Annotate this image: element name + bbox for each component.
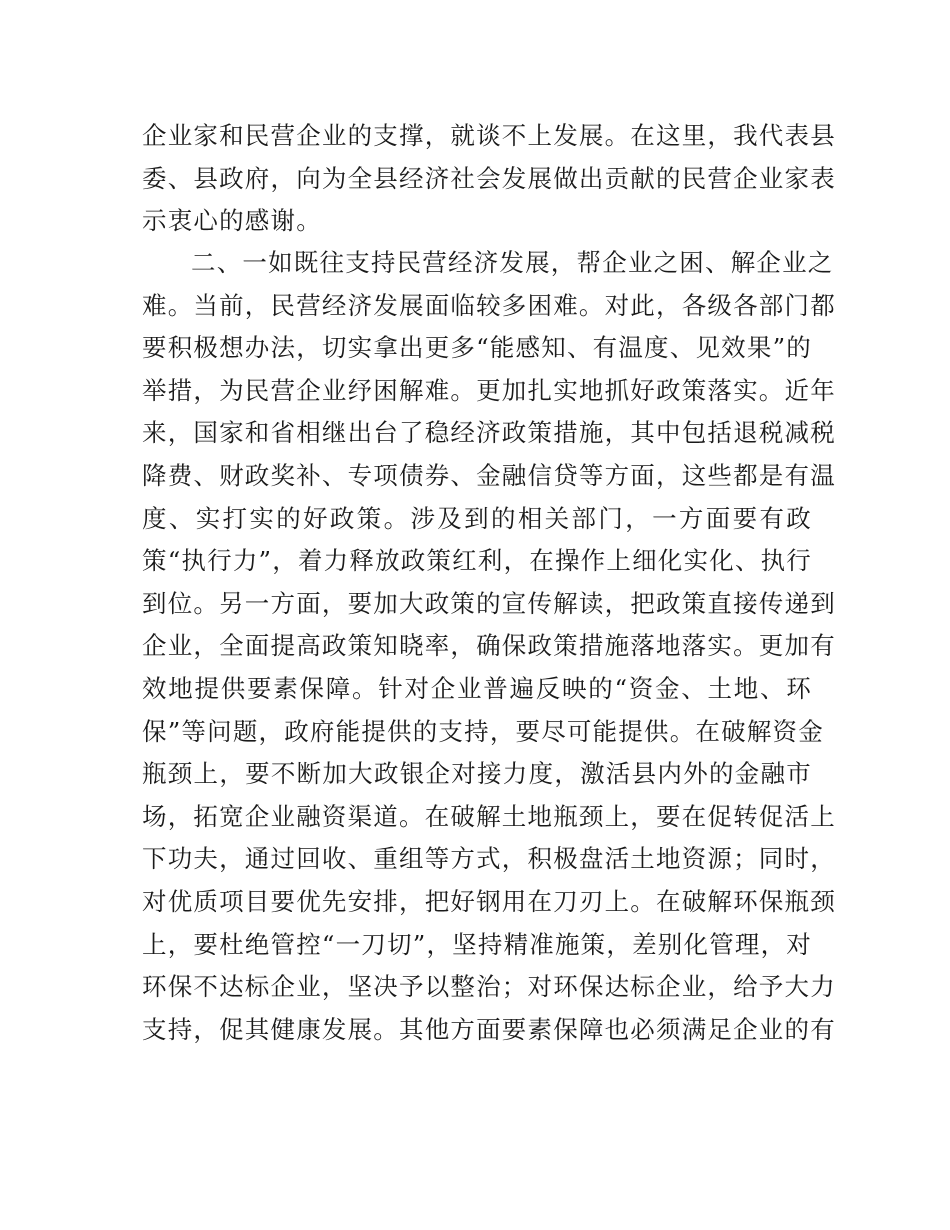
paragraph-line: 举措，为民营企业纾困解难。更加扎实地抓好政策落实。近年 — [142, 375, 836, 405]
paragraph-line: 环保不达标企业，坚决予以整治；对环保达标企业，给予大力 — [142, 972, 836, 1002]
paragraph-line: 示衷心的感谢。 — [142, 206, 322, 236]
paragraph-line: 企业家和民营企业的支撑，就谈不上发展。在这里，我代表县 — [142, 121, 836, 150]
paragraph-line: 上，要杜绝管控“一刀切”，坚持精准施策，差别化管理，对 — [142, 929, 812, 959]
paragraph-line: 企业，全面提高政策知晓率，确保政策措施落地落实。更加有 — [142, 631, 836, 661]
paragraph-line: 场，拓宽企业融资渠道。在破解土地瓶颈上，要在促转促活上 — [142, 801, 836, 831]
paragraph-line: 委、县政府，向为全县经济社会发展做出贡献的民营企业家表 — [142, 163, 836, 193]
paragraph-line: 度、实打实的好政策。涉及到的相关部门，一方面要有政 — [142, 503, 812, 533]
paragraph-line: 对优质项目要优先安排，把好钢用在刀刃上。在破解环保瓶颈 — [142, 886, 836, 916]
paragraph-line: 到位。另一方面，要加大政策的宣传解读，把政策直接传递到 — [142, 588, 836, 618]
paragraph-line: 难。当前，民营经济发展面临较多困难。对此，各级各部门都 — [142, 290, 836, 320]
paragraph-line: 效地提供要素保障。针对企业普遍反映的“资金、土地、环 — [142, 673, 812, 703]
paragraph-line: 瓶颈上，要不断加大政银企对接力度，激活县内外的金融市 — [142, 759, 812, 789]
paragraph-line: 二、一如既往支持民营经济发展，帮企业之困、解企业之 — [191, 248, 834, 277]
paragraph-line: 策“执行力”，着力释放政策红利，在操作上细化实化、执行 — [142, 546, 812, 576]
paragraph-1 — [142, 115, 836, 243]
paragraph-2 — [142, 242, 836, 1051]
paragraph-line: 要积极想办法，切实拿出更多“能感知、有温度、见效果”的 — [142, 333, 812, 363]
paragraph-line: 下功夫，通过回收、重组等方式，积极盘活土地资源；同时， — [142, 844, 836, 874]
paragraph-line: 保”等问题，政府能提供的支持，要尽可能提供。在破解资金 — [142, 716, 824, 746]
paragraph-line: 支持，促其健康发展。其他方面要素保障也必须满足企业的有 — [142, 1014, 836, 1044]
paragraph-line: 来，国家和省相继出台了稳经济政策措施，其中包括退税减税 — [142, 418, 836, 448]
paragraph-line: 降费、财政奖补、专项债券、金融信贷等方面，这些都是有温 — [142, 460, 836, 490]
